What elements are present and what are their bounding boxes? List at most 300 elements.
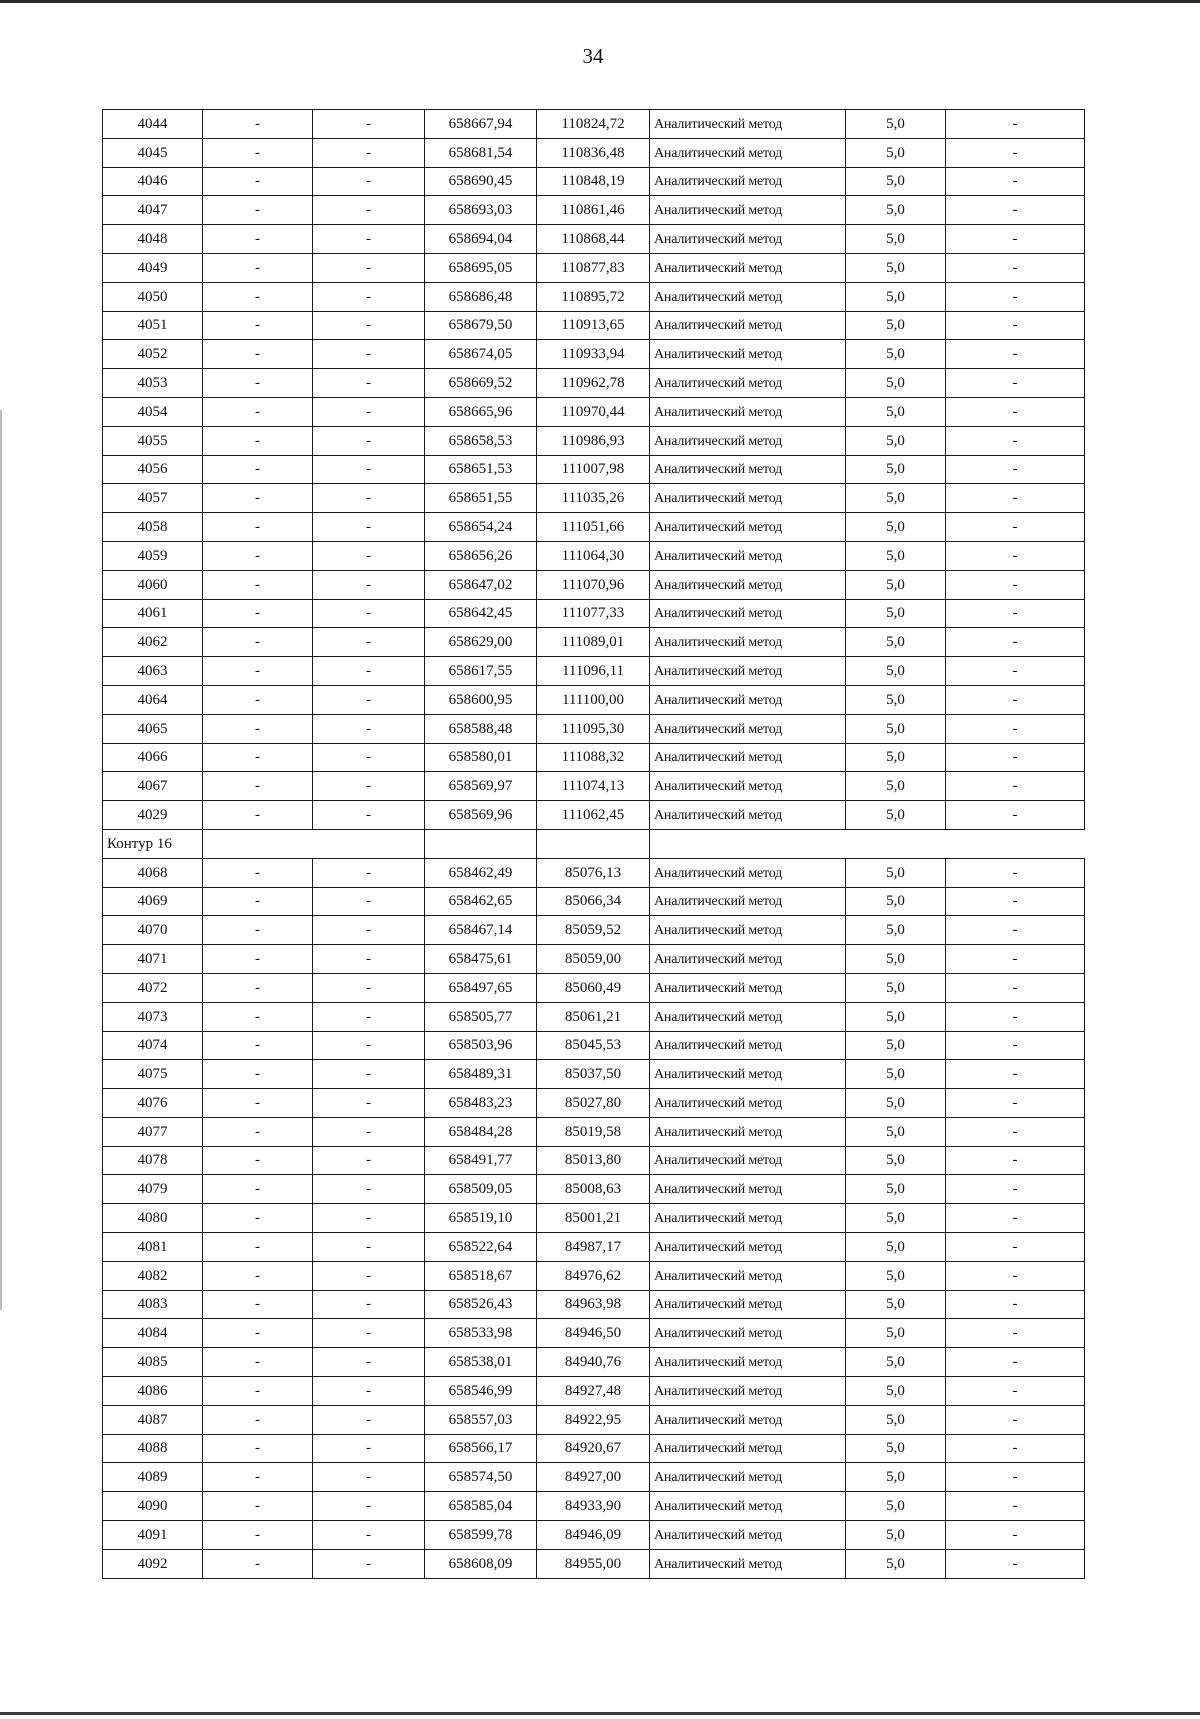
dash-cell: - — [203, 1233, 313, 1262]
dash-cell: - — [203, 945, 313, 974]
description-cell: - — [946, 1549, 1085, 1578]
accuracy-cell: 5,0 — [846, 340, 946, 369]
description-cell: - — [946, 801, 1085, 830]
dash-cell: - — [313, 513, 425, 542]
accuracy-cell: 5,0 — [846, 455, 946, 484]
method-cell: Аналитический метод — [650, 397, 846, 426]
dash-cell: - — [203, 1405, 313, 1434]
table-row — [103, 945, 1085, 974]
dash-cell: - — [313, 887, 425, 916]
dash-cell: - — [313, 1463, 425, 1492]
y-coordinate-cell: 85019,58 — [537, 1117, 650, 1146]
description-cell: - — [946, 1089, 1085, 1118]
x-coordinate-cell: 658629,00 — [425, 628, 537, 657]
point-number-cell: 4070 — [103, 916, 203, 945]
dash-cell: - — [313, 1233, 425, 1262]
accuracy-cell: 5,0 — [846, 1233, 946, 1262]
dash-cell: - — [203, 397, 313, 426]
accuracy-cell: 5,0 — [846, 1521, 946, 1550]
description-cell: - — [946, 1434, 1085, 1463]
y-coordinate-cell: 110836,48 — [537, 138, 650, 167]
description-cell: - — [946, 628, 1085, 657]
point-number-cell: 4077 — [103, 1117, 203, 1146]
point-number-cell: 4078 — [103, 1146, 203, 1175]
table-row — [103, 397, 1085, 426]
table-row — [103, 1405, 1085, 1434]
accuracy-cell: 5,0 — [846, 225, 946, 254]
table-row — [103, 1434, 1085, 1463]
point-number-cell: 4050 — [103, 282, 203, 311]
accuracy-cell: 5,0 — [846, 196, 946, 225]
point-number-cell: 4047 — [103, 196, 203, 225]
table-row — [103, 1204, 1085, 1233]
method-cell: Аналитический метод — [650, 570, 846, 599]
description-cell: - — [946, 541, 1085, 570]
accuracy-cell: 5,0 — [846, 1319, 946, 1348]
method-cell: Аналитический метод — [650, 743, 846, 772]
accuracy-cell: 5,0 — [846, 1348, 946, 1377]
description-cell: - — [946, 110, 1085, 139]
x-coordinate-cell: 658505,77 — [425, 1002, 537, 1031]
x-coordinate-cell: 658654,24 — [425, 513, 537, 542]
dash-cell: - — [313, 311, 425, 340]
x-coordinate-cell: 658651,55 — [425, 484, 537, 513]
y-coordinate-cell: 111088,32 — [537, 743, 650, 772]
y-coordinate-cell: 84927,48 — [537, 1377, 650, 1406]
description-cell: - — [946, 1146, 1085, 1175]
description-cell: - — [946, 1204, 1085, 1233]
point-number-cell: 4029 — [103, 801, 203, 830]
table-row — [103, 426, 1085, 455]
dash-cell: - — [203, 1549, 313, 1578]
dash-cell: - — [313, 599, 425, 628]
method-cell: Аналитический метод — [650, 1290, 846, 1319]
dash-cell: - — [313, 167, 425, 196]
accuracy-cell: 5,0 — [846, 1002, 946, 1031]
table-row — [103, 1463, 1085, 1492]
dash-cell: - — [203, 887, 313, 916]
point-number-cell: 4046 — [103, 167, 203, 196]
dash-cell: - — [313, 225, 425, 254]
method-cell: Аналитический метод — [650, 714, 846, 743]
table-row — [103, 1060, 1085, 1089]
x-coordinate-cell: 658533,98 — [425, 1319, 537, 1348]
x-coordinate-cell: 658599,78 — [425, 1521, 537, 1550]
x-coordinate-cell: 658475,61 — [425, 945, 537, 974]
dash-cell: - — [203, 1031, 313, 1060]
table-row — [103, 628, 1085, 657]
dash-cell: - — [313, 1319, 425, 1348]
method-cell: Аналитический метод — [650, 1405, 846, 1434]
table-row — [103, 1233, 1085, 1262]
table-row — [103, 282, 1085, 311]
description-cell: - — [946, 311, 1085, 340]
table-row — [103, 340, 1085, 369]
description-cell: - — [946, 1348, 1085, 1377]
accuracy-cell: 5,0 — [846, 1463, 946, 1492]
dash-cell: - — [203, 138, 313, 167]
accuracy-cell: 5,0 — [846, 1089, 946, 1118]
y-coordinate-cell: 110861,46 — [537, 196, 650, 225]
method-cell: Аналитический метод — [650, 628, 846, 657]
table-row — [103, 484, 1085, 513]
x-coordinate-cell: 658569,96 — [425, 801, 537, 830]
y-coordinate-cell: 84922,95 — [537, 1405, 650, 1434]
dash-cell: - — [203, 1290, 313, 1319]
y-coordinate-cell: 111096,11 — [537, 657, 650, 686]
dash-cell: - — [313, 1492, 425, 1521]
table-row — [103, 1549, 1085, 1578]
dash-cell: - — [313, 743, 425, 772]
table-row — [103, 1377, 1085, 1406]
x-coordinate-cell: 658608,09 — [425, 1549, 537, 1578]
dash-cell: - — [313, 196, 425, 225]
y-coordinate-cell: 110877,83 — [537, 253, 650, 282]
dash-cell: - — [313, 253, 425, 282]
table-row — [103, 1319, 1085, 1348]
dash-cell: - — [203, 426, 313, 455]
accuracy-cell: 5,0 — [846, 253, 946, 282]
y-coordinate-cell: 111089,01 — [537, 628, 650, 657]
accuracy-cell: 5,0 — [846, 1117, 946, 1146]
x-coordinate-cell: 658617,55 — [425, 657, 537, 686]
point-number-cell: 4060 — [103, 570, 203, 599]
x-coordinate-cell: 658647,02 — [425, 570, 537, 599]
dash-cell: - — [203, 282, 313, 311]
point-number-cell: 4064 — [103, 685, 203, 714]
blank-cell — [846, 829, 946, 858]
y-coordinate-cell: 111035,26 — [537, 484, 650, 513]
method-cell: Аналитический метод — [650, 1175, 846, 1204]
y-coordinate-cell: 85037,50 — [537, 1060, 650, 1089]
dash-cell: - — [203, 196, 313, 225]
y-coordinate-cell: 85059,00 — [537, 945, 650, 974]
accuracy-cell: 5,0 — [846, 887, 946, 916]
description-cell: - — [946, 1405, 1085, 1434]
y-coordinate-cell: 110868,44 — [537, 225, 650, 254]
method-cell: Аналитический метод — [650, 1146, 846, 1175]
point-number-cell: 4065 — [103, 714, 203, 743]
x-coordinate-cell: 658491,77 — [425, 1146, 537, 1175]
dash-cell: - — [203, 1117, 313, 1146]
table-row — [103, 455, 1085, 484]
method-cell: Аналитический метод — [650, 225, 846, 254]
accuracy-cell: 5,0 — [846, 282, 946, 311]
description-cell: - — [946, 973, 1085, 1002]
dash-cell: - — [203, 311, 313, 340]
dash-cell: - — [313, 801, 425, 830]
dash-cell: - — [313, 1117, 425, 1146]
accuracy-cell: 5,0 — [846, 599, 946, 628]
table-row — [103, 1290, 1085, 1319]
accuracy-cell: 5,0 — [846, 973, 946, 1002]
accuracy-cell: 5,0 — [846, 167, 946, 196]
y-coordinate-cell: 84987,17 — [537, 1233, 650, 1262]
method-cell: Аналитический метод — [650, 1348, 846, 1377]
description-cell: - — [946, 282, 1085, 311]
accuracy-cell: 5,0 — [846, 311, 946, 340]
description-cell: - — [946, 945, 1085, 974]
description-cell: - — [946, 714, 1085, 743]
table-row — [103, 772, 1085, 801]
dash-cell: - — [313, 1549, 425, 1578]
dash-cell: - — [203, 1463, 313, 1492]
y-coordinate-cell: 85008,63 — [537, 1175, 650, 1204]
y-coordinate-cell: 85060,49 — [537, 973, 650, 1002]
table-row — [103, 513, 1085, 542]
dash-cell: - — [203, 743, 313, 772]
dash-cell: - — [203, 1204, 313, 1233]
dash-cell: - — [203, 628, 313, 657]
accuracy-cell: 5,0 — [846, 1405, 946, 1434]
x-coordinate-cell: 658497,65 — [425, 973, 537, 1002]
method-cell: Аналитический метод — [650, 1233, 846, 1262]
accuracy-cell: 5,0 — [846, 1290, 946, 1319]
y-coordinate-cell: 84946,50 — [537, 1319, 650, 1348]
y-coordinate-cell: 111051,66 — [537, 513, 650, 542]
table-row — [103, 369, 1085, 398]
point-number-cell: 4056 — [103, 455, 203, 484]
dash-cell: - — [313, 282, 425, 311]
x-coordinate-cell: 658569,97 — [425, 772, 537, 801]
accuracy-cell: 5,0 — [846, 628, 946, 657]
point-number-cell: 4072 — [103, 973, 203, 1002]
x-coordinate-cell: 658509,05 — [425, 1175, 537, 1204]
accuracy-cell: 5,0 — [846, 1377, 946, 1406]
table-row — [103, 743, 1085, 772]
x-coordinate-cell: 658690,45 — [425, 167, 537, 196]
dash-cell: - — [313, 397, 425, 426]
dash-cell: - — [203, 1377, 313, 1406]
point-number-cell: 4045 — [103, 138, 203, 167]
dash-cell: - — [313, 858, 425, 887]
point-number-cell: 4088 — [103, 1434, 203, 1463]
method-cell: Аналитический метод — [650, 1434, 846, 1463]
accuracy-cell: 5,0 — [846, 426, 946, 455]
dash-cell: - — [203, 1319, 313, 1348]
dash-cell: - — [313, 714, 425, 743]
method-cell: Аналитический метод — [650, 1060, 846, 1089]
description-cell: - — [946, 772, 1085, 801]
dash-cell: - — [203, 1060, 313, 1089]
method-cell: Аналитический метод — [650, 1463, 846, 1492]
x-coordinate-cell: 658519,10 — [425, 1204, 537, 1233]
point-number-cell: 4054 — [103, 397, 203, 426]
method-cell: Аналитический метод — [650, 1261, 846, 1290]
point-number-cell: 4066 — [103, 743, 203, 772]
x-coordinate-cell: 658693,03 — [425, 196, 537, 225]
description-cell: - — [946, 743, 1085, 772]
method-cell: Аналитический метод — [650, 1002, 846, 1031]
description-cell: - — [946, 858, 1085, 887]
dash-cell: - — [203, 1146, 313, 1175]
y-coordinate-cell: 110962,78 — [537, 369, 650, 398]
table-row — [103, 1031, 1085, 1060]
description-cell: - — [946, 599, 1085, 628]
contour-row — [103, 829, 1085, 858]
dash-cell: - — [203, 369, 313, 398]
accuracy-cell: 5,0 — [846, 484, 946, 513]
blank-cell — [313, 829, 425, 858]
description-cell: - — [946, 657, 1085, 686]
table-row — [103, 1089, 1085, 1118]
accuracy-cell: 5,0 — [846, 369, 946, 398]
x-coordinate-cell: 658538,01 — [425, 1348, 537, 1377]
method-cell: Аналитический метод — [650, 1117, 846, 1146]
method-cell: Аналитический метод — [650, 772, 846, 801]
table-row — [103, 1002, 1085, 1031]
point-number-cell: 4085 — [103, 1348, 203, 1377]
accuracy-cell: 5,0 — [846, 1146, 946, 1175]
point-number-cell: 4067 — [103, 772, 203, 801]
description-cell: - — [946, 455, 1085, 484]
accuracy-cell: 5,0 — [846, 397, 946, 426]
description-cell: - — [946, 1463, 1085, 1492]
method-cell: Аналитический метод — [650, 945, 846, 974]
y-coordinate-cell: 85076,13 — [537, 858, 650, 887]
y-coordinate-cell: 110933,94 — [537, 340, 650, 369]
method-cell: Аналитический метод — [650, 541, 846, 570]
table-row — [103, 570, 1085, 599]
x-coordinate-cell: 658588,48 — [425, 714, 537, 743]
description-cell: - — [946, 916, 1085, 945]
dash-cell: - — [203, 1521, 313, 1550]
x-coordinate-cell: 658658,53 — [425, 426, 537, 455]
method-cell: Аналитический метод — [650, 887, 846, 916]
x-coordinate-cell: 658665,96 — [425, 397, 537, 426]
description-cell: - — [946, 426, 1085, 455]
dash-cell: - — [313, 973, 425, 1002]
y-coordinate-cell: 85066,34 — [537, 887, 650, 916]
method-cell: Аналитический метод — [650, 657, 846, 686]
coordinates-table — [102, 109, 1085, 1579]
x-coordinate-cell: 658574,50 — [425, 1463, 537, 1492]
dash-cell: - — [313, 110, 425, 139]
dash-cell: - — [203, 340, 313, 369]
blank-cell — [537, 829, 650, 858]
table-row — [103, 858, 1085, 887]
dash-cell: - — [313, 772, 425, 801]
dash-cell: - — [313, 1002, 425, 1031]
method-cell: Аналитический метод — [650, 1521, 846, 1550]
dash-cell: - — [203, 1434, 313, 1463]
x-coordinate-cell: 658674,05 — [425, 340, 537, 369]
table-section-b — [103, 858, 1085, 1578]
dash-cell: - — [203, 657, 313, 686]
accuracy-cell: 5,0 — [846, 1060, 946, 1089]
point-number-cell: 4069 — [103, 887, 203, 916]
point-number-cell: 4073 — [103, 1002, 203, 1031]
x-coordinate-cell: 658580,01 — [425, 743, 537, 772]
y-coordinate-cell: 85001,21 — [537, 1204, 650, 1233]
dash-cell: - — [313, 426, 425, 455]
description-cell: - — [946, 196, 1085, 225]
method-cell: Аналитический метод — [650, 858, 846, 887]
dash-cell: - — [313, 138, 425, 167]
dash-cell: - — [203, 1175, 313, 1204]
point-number-cell: 4068 — [103, 858, 203, 887]
x-coordinate-cell: 658679,50 — [425, 311, 537, 340]
y-coordinate-cell: 84955,00 — [537, 1549, 650, 1578]
table-row — [103, 599, 1085, 628]
y-coordinate-cell: 84920,67 — [537, 1434, 650, 1463]
x-coordinate-cell: 658566,17 — [425, 1434, 537, 1463]
accuracy-cell: 5,0 — [846, 685, 946, 714]
dash-cell: - — [203, 801, 313, 830]
contour-header — [103, 829, 1085, 858]
description-cell: - — [946, 1117, 1085, 1146]
dash-cell: - — [203, 714, 313, 743]
y-coordinate-cell: 84976,62 — [537, 1261, 650, 1290]
y-coordinate-cell: 84940,76 — [537, 1348, 650, 1377]
method-cell: Аналитический метод — [650, 1204, 846, 1233]
dash-cell: - — [313, 1261, 425, 1290]
y-coordinate-cell: 111077,33 — [537, 599, 650, 628]
table-row — [103, 253, 1085, 282]
y-coordinate-cell: 111070,96 — [537, 570, 650, 599]
x-coordinate-cell: 658600,95 — [425, 685, 537, 714]
method-cell: Аналитический метод — [650, 513, 846, 542]
blank-cell — [203, 829, 313, 858]
dash-cell: - — [313, 628, 425, 657]
y-coordinate-cell: 85045,53 — [537, 1031, 650, 1060]
blank-cell — [425, 829, 537, 858]
x-coordinate-cell: 658522,64 — [425, 1233, 537, 1262]
table-row — [103, 887, 1085, 916]
table-row — [103, 801, 1085, 830]
table-row — [103, 311, 1085, 340]
point-number-cell: 4091 — [103, 1521, 203, 1550]
blank-cell — [946, 829, 1085, 858]
dash-cell: - — [313, 1290, 425, 1319]
x-coordinate-cell: 658518,67 — [425, 1261, 537, 1290]
y-coordinate-cell: 110913,65 — [537, 311, 650, 340]
method-cell: Аналитический метод — [650, 196, 846, 225]
method-cell: Аналитический метод — [650, 1377, 846, 1406]
description-cell: - — [946, 253, 1085, 282]
dash-cell: - — [203, 916, 313, 945]
description-cell: - — [946, 397, 1085, 426]
method-cell: Аналитический метод — [650, 253, 846, 282]
dash-cell: - — [203, 253, 313, 282]
dash-cell: - — [203, 484, 313, 513]
y-coordinate-cell: 85059,52 — [537, 916, 650, 945]
y-coordinate-cell: 84933,90 — [537, 1492, 650, 1521]
table-row — [103, 138, 1085, 167]
x-coordinate-cell: 658546,99 — [425, 1377, 537, 1406]
point-number-cell: 4053 — [103, 369, 203, 398]
table-row — [103, 1521, 1085, 1550]
x-coordinate-cell: 658503,96 — [425, 1031, 537, 1060]
accuracy-cell: 5,0 — [846, 801, 946, 830]
y-coordinate-cell: 110895,72 — [537, 282, 650, 311]
dash-cell: - — [313, 1146, 425, 1175]
x-coordinate-cell: 658526,43 — [425, 1290, 537, 1319]
description-cell: - — [946, 1060, 1085, 1089]
method-cell: Аналитический метод — [650, 110, 846, 139]
accuracy-cell: 5,0 — [846, 1261, 946, 1290]
description-cell: - — [946, 570, 1085, 599]
y-coordinate-cell: 84963,98 — [537, 1290, 650, 1319]
dash-cell: - — [203, 772, 313, 801]
dash-cell: - — [203, 455, 313, 484]
point-number-cell: 4071 — [103, 945, 203, 974]
accuracy-cell: 5,0 — [846, 138, 946, 167]
y-coordinate-cell: 85061,21 — [537, 1002, 650, 1031]
point-number-cell: 4044 — [103, 110, 203, 139]
accuracy-cell: 5,0 — [846, 1204, 946, 1233]
y-coordinate-cell: 110848,19 — [537, 167, 650, 196]
